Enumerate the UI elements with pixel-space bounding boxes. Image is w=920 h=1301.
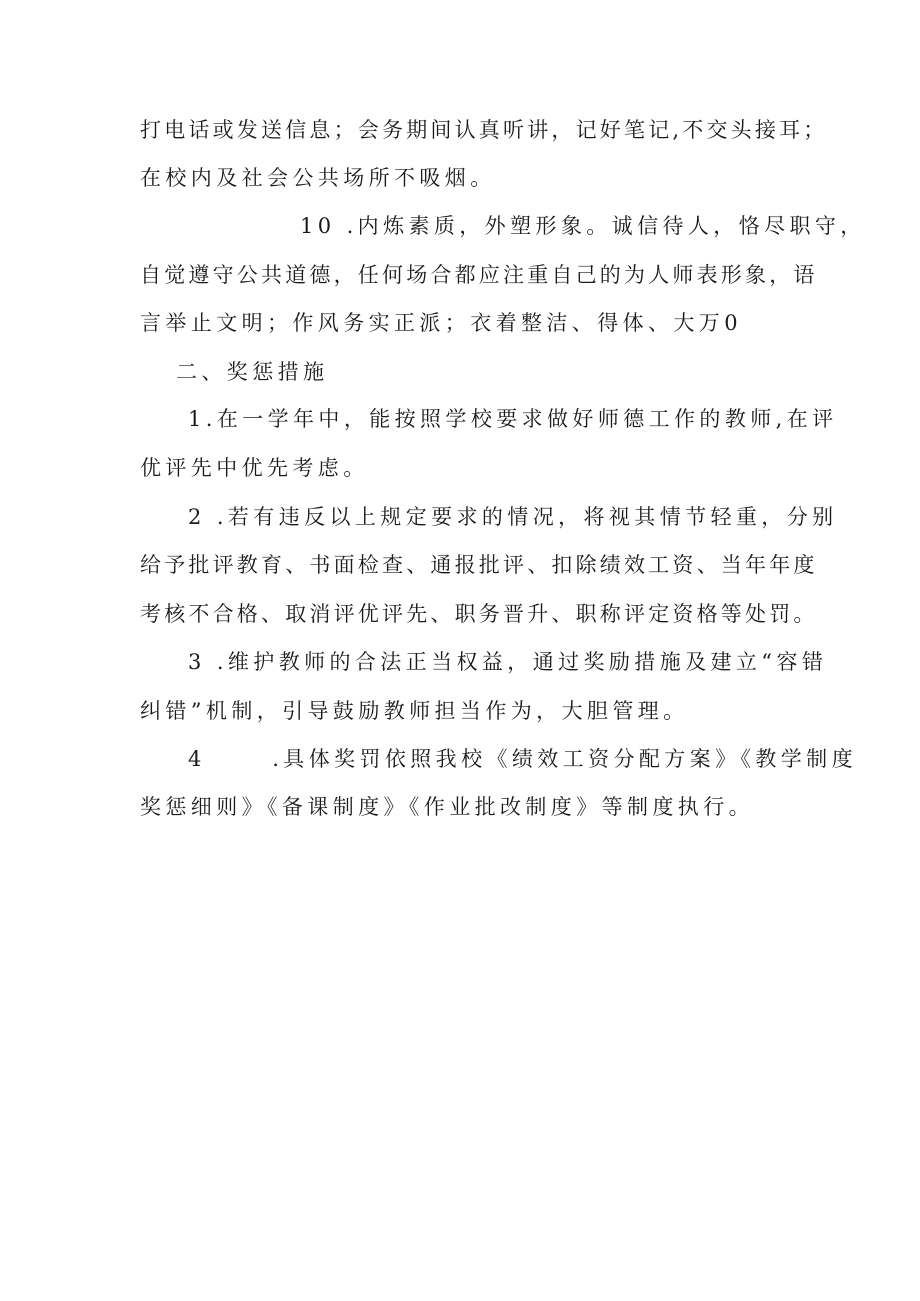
item-10-line: 10 .内炼素质，外塑形象。诚信待人，恪尽职守，: [300, 214, 866, 238]
paragraph-line: 打电话或发送信息；会务期间认真听讲，记好笔记,不交头接耳；: [140, 118, 828, 142]
paragraph-line: 纠错”机制，引导鼓励教师担当作为，大胆管理。: [140, 699, 689, 723]
item-4-line: 4 .具体奖罚依照我校《绩效工资分配方案》《教学制度: [188, 747, 857, 771]
paragraph-line: 自觉遵守公共道德，任何场合都应注重自己的为人师表形象，语: [140, 263, 818, 287]
paragraph-line: 奖惩细则》《备课制度》《作业批改制度》等制度执行。: [140, 795, 754, 819]
item-1-line: 1.在一学年中，能按照学校要求做好师德工作的教师,在评: [188, 407, 838, 431]
item-3-line: 3 .维护教师的合法正当权益，通过奖励措施及建立“容错: [188, 650, 828, 674]
item-2-line: 2 .若有违反以上规定要求的情况，将视其情节轻重，分别: [188, 505, 838, 529]
paragraph-line: 言举止文明；作风务实正派；衣着整洁、得体、大万0: [140, 311, 742, 335]
paragraph-line: 考核不合格、取消评优评先、职务晋升、职称评定资格等处罚。: [140, 602, 818, 626]
paragraph-line: 优评先中优先考虑。: [140, 456, 369, 480]
paragraph-line: 给予批评教育、书面检查、通报批评、扣除绩效工资、当年年度: [140, 553, 818, 577]
paragraph-line: 在校内及社会公共场所不吸烟。: [140, 166, 496, 190]
section-heading: 二、奖惩措施: [176, 360, 329, 384]
